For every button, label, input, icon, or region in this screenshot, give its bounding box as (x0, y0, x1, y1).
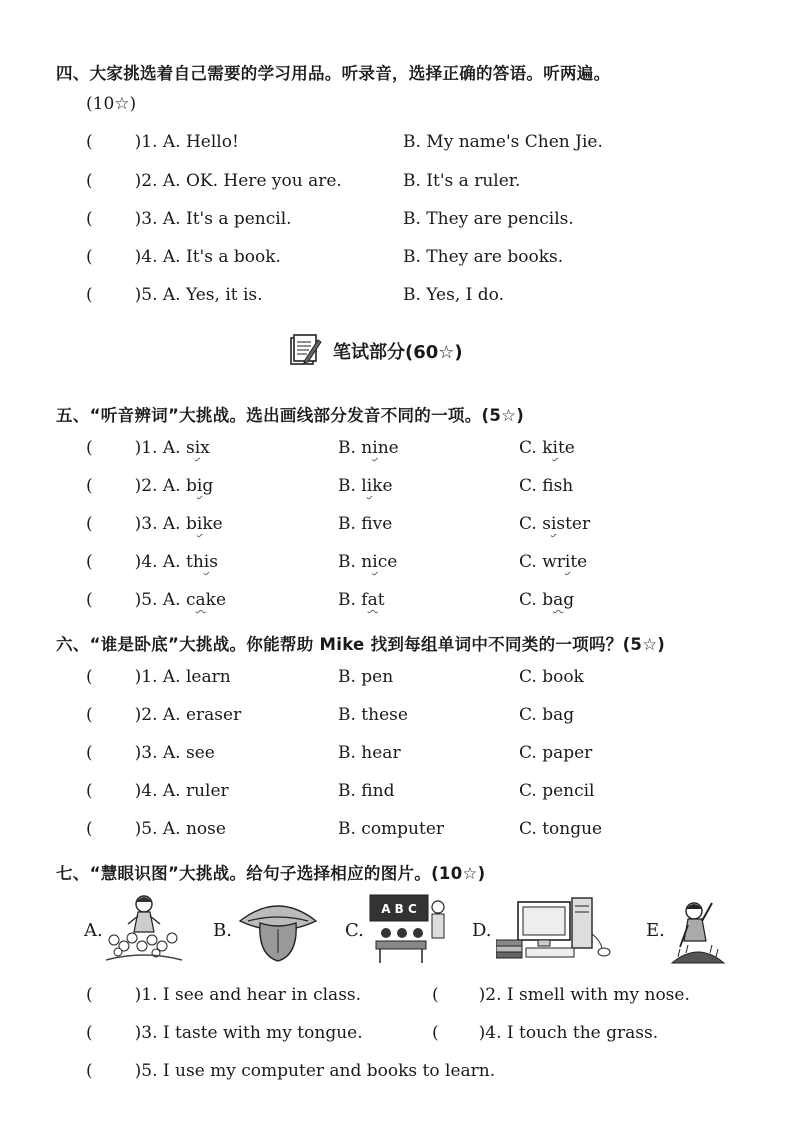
written-part-title: 笔试部分(60☆) (333, 342, 463, 363)
answer-blank[interactable]: ( (86, 209, 93, 229)
answer-blank[interactable]: ( (86, 819, 93, 839)
answer-blank[interactable]: ( (432, 985, 439, 1005)
option-b: B. fat (338, 590, 385, 610)
option-b: B. fve (338, 514, 393, 534)
option-b: B. It's a ruler. (403, 171, 521, 191)
girl-flowers-icon (104, 890, 184, 966)
option-b: B. like (338, 476, 393, 496)
section-5-heading: 五、“听音辨词”大挑战。选出画线部分发音不同的一项。(5☆) (56, 406, 525, 425)
section-7-heading: 七、“慧眼识图”大挑战。给句子选择相应的图片。(10☆) (56, 864, 486, 883)
list-item (86, 209, 292, 229)
option-c: C. write (519, 552, 588, 572)
list-item: ( )2. A. big (86, 476, 214, 496)
list-item: ( )4. A. this (86, 552, 218, 572)
option-c: C. pencil (519, 781, 595, 801)
list-item: ( )1. A. six (86, 438, 210, 458)
option-c: C. bag (519, 705, 575, 725)
answer-blank[interactable]: ( (86, 514, 93, 534)
option-b: B. They are pencils. (403, 209, 574, 229)
picture-label-d: D. (472, 920, 492, 941)
answer-blank[interactable]: ( (432, 1023, 439, 1043)
answer-blank[interactable]: ( (86, 590, 93, 610)
option-c: C. bag (519, 590, 575, 610)
option-a: )2. A. OK. Here you are. (134, 171, 342, 191)
option-b: B. these (338, 705, 408, 725)
notebook-pencil-icon (287, 332, 323, 372)
answer-blank[interactable]: ( (86, 705, 93, 725)
answer-blank[interactable]: ( (86, 171, 93, 191)
picture-label-b: B. (213, 920, 232, 941)
answer-blank[interactable]: ( (86, 743, 93, 763)
option-c: C. kite (519, 438, 575, 458)
answer-blank[interactable]: ( (86, 1023, 93, 1043)
answer-blank[interactable]: ( (86, 667, 93, 687)
child-grass-icon (670, 897, 726, 971)
option-c: C. tongue (519, 819, 603, 839)
list-item: ( )2. I smell with my nose. (432, 985, 690, 1005)
answer-blank[interactable]: ( (86, 1061, 93, 1081)
answer-blank[interactable]: ( (86, 552, 93, 572)
option-b: B. nice (338, 552, 398, 572)
answer-blank[interactable]: ( (86, 985, 93, 1005)
option-b: B. My name's Chen Jie. (403, 132, 603, 152)
list-item: ( )1. I see and hear in class. (86, 985, 362, 1005)
list-item: ( )2. A. eraser (86, 705, 242, 725)
list-item: ( )5. I use my computer and books to learn. (86, 1061, 496, 1081)
answer-blank[interactable]: ( (86, 781, 93, 801)
mouth-tongue-icon (236, 893, 320, 969)
answer-blank[interactable]: ( (86, 247, 93, 267)
list-item: ( )3. A. see (86, 743, 215, 763)
answer-blank[interactable]: ( (86, 476, 93, 496)
svg-text:A B C: A B C (381, 902, 417, 916)
list-item: ( )5. A. nose (86, 819, 226, 839)
section-6-heading: 六、“谁是卧底”大挑战。你能帮助 Mike 找到每组单词中不同类的一项吗？(5☆) (56, 635, 666, 654)
option-b: B. pen (338, 667, 394, 687)
option-a: )5. A. Yes, it is. (134, 285, 263, 305)
list-item (86, 132, 239, 152)
option-c: C. book (519, 667, 584, 687)
section-4-score: (10☆) (86, 94, 137, 114)
option-a: )3. A. It's a pencil. (134, 209, 292, 229)
option-b: B. hear (338, 743, 401, 763)
option-b: B. They are books. (403, 247, 564, 267)
option-a: )1. A. Hello! (134, 132, 239, 152)
answer-blank[interactable]: ( (86, 438, 93, 458)
list-item: ( )3. I taste with my tongue. (86, 1023, 363, 1043)
list-item: ( )4. A. ruler (86, 781, 229, 801)
list-item: ( )5. A. cake (86, 590, 227, 610)
option-b: B. Yes, I do. (403, 285, 504, 305)
list-item (86, 285, 263, 305)
option-a: )4. A. It's a book. (134, 247, 281, 267)
classroom-abc-icon (368, 893, 448, 969)
section-4-heading: 四、大家挑选着自己需要的学习用品。听录音，选择正确的答语。听两遍。 (56, 64, 611, 83)
list-item (86, 171, 342, 191)
list-item: ( )1. A. learn (86, 667, 231, 687)
computer-books-icon (496, 894, 616, 970)
answer-blank[interactable]: ( (86, 132, 93, 152)
answer-blank[interactable]: ( (86, 285, 93, 305)
picture-label-a: A. (84, 920, 103, 941)
option-c: C. fsh (519, 476, 574, 496)
picture-label-c: C. (345, 920, 364, 941)
picture-label-e: E. (646, 920, 665, 941)
option-b: B. computer (338, 819, 445, 839)
list-item: ( )4. I touch the grass. (432, 1023, 659, 1043)
option-b: B. nine (338, 438, 399, 458)
option-b: B. find (338, 781, 395, 801)
option-c: C. paper (519, 743, 593, 763)
option-c: C. sister (519, 514, 591, 534)
list-item (86, 247, 281, 267)
list-item: ( )3. A. bike (86, 514, 223, 534)
